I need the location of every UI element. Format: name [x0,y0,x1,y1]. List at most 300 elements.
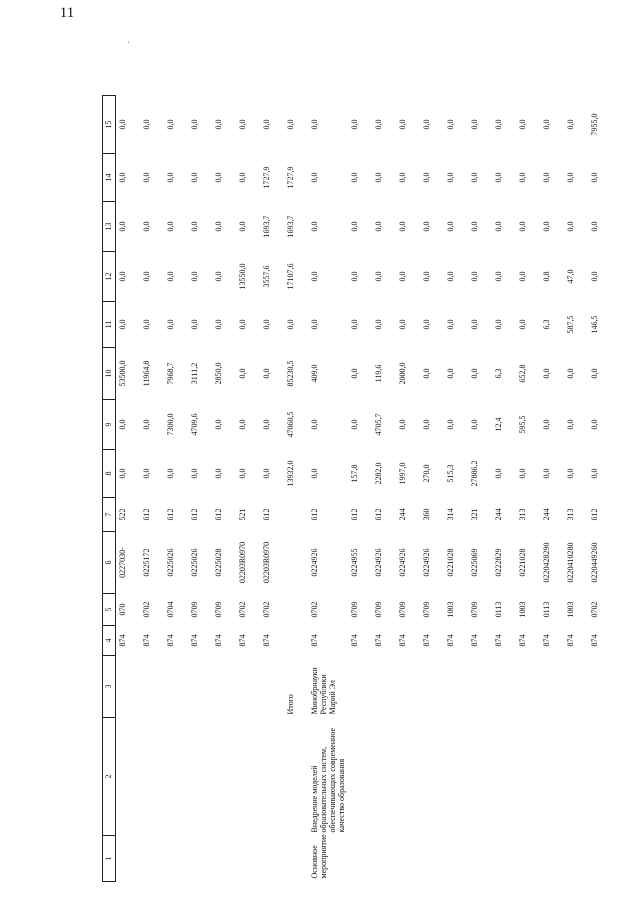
table-cell-col-8: 515,3 [446,464,455,483]
table-cell-col-9: 0,0 [470,419,479,430]
table-cell-col-6: 0224926 [310,548,319,577]
table-cell-col-2 [372,718,396,836]
table-cell-col-4: 874 [118,634,127,647]
table-cell-col-12: 0,0 [214,271,223,282]
table-cell-col-1 [212,836,236,882]
table-row [308,96,348,882]
table-cell-col-6: 0224926 [422,548,431,577]
table-cell-col-7: 244 [398,508,407,521]
table-cell-col-8: 0,0 [590,468,599,479]
header-cell-11: 11 [103,302,116,348]
header-cell-10: 10 [103,348,116,400]
table-cell-col-12: 0,0 [374,271,383,282]
table-cell-col-5: 1003 [446,601,455,618]
table-cell-col-1 [164,836,188,882]
table-cell-col-7 [284,498,308,532]
table-cell-col-12: 0,0 [470,271,479,282]
table-cell-col-12: 3557,6 [262,265,271,288]
table-cell-col-10: 0,0 [422,368,431,379]
table-cell-col-13: 0,0 [398,221,407,232]
table-cell-col-1 [468,836,492,882]
table-cell-col-2 [564,718,588,836]
header-cell-4: 4 [103,626,116,656]
header-cell-1: 1 [103,836,116,882]
table-cell-col-7: 313 [566,508,575,521]
table-cell-col-1 [236,836,260,882]
table-cell-col-14: 0,0 [470,172,479,183]
table-cell-col-2: Внедрение моделей образовательных систем, обеспечивающих современное качество образования [310,727,346,833]
table-cell-col-3: Итого [286,694,295,715]
table-cell-col-11: 0,0 [422,319,431,330]
table-cell-col-1 [284,836,308,882]
table-cell-col-12: 0,0 [310,271,319,282]
table-cell-col-14: 0,0 [398,172,407,183]
table-cell-col-2 [396,718,420,836]
table-row [212,96,236,882]
table-cell-col-4: 874 [494,634,503,647]
table-cell-col-10: 0,0 [470,368,479,379]
table-cell-col-15: 0,0 [142,119,151,130]
table-cell-col-9: 4705,7 [374,413,383,436]
table-cell-col-12: 0,0 [590,271,599,282]
table-cell-col-8: 0,0 [142,468,151,479]
table-cell-col-10: 53500,0 [118,360,127,387]
table-cell-col-7: 612 [190,508,199,521]
table-cell-col-3 [396,656,420,718]
table-cell-col-5: 0702 [142,601,151,618]
table-cell-col-5: 070 [118,603,127,616]
table-cell-col-4: 874 [542,634,551,647]
table-cell-col-5: 0113 [542,601,551,618]
table-cell-col-12: 0,0 [166,271,175,282]
table-cell-col-5 [284,594,308,626]
table-cell-col-8: 27886,2 [470,460,479,487]
table-cell-col-10: 3111,2 [190,362,199,385]
table-cell-col-14: 0,0 [518,172,527,183]
table-cell-col-10: 0,0 [590,368,599,379]
table-cell-col-10: 85230,5 [286,360,295,387]
table-cell-col-13: 0,0 [374,221,383,232]
table-cell-col-14: 1727,9 [286,166,295,189]
table-cell-col-4 [284,626,308,656]
table-cell-col-4: 874 [446,634,455,647]
table-cell-col-7: 612 [214,508,223,521]
header-cell-6: 6 [103,532,116,594]
table-cell-col-4: 874 [214,634,223,647]
table-cell-col-4: 874 [238,634,247,647]
table-cell-col-1 [492,836,516,882]
table-cell-col-5: 1003 [518,601,527,618]
header-cell-3: 3 [103,656,116,718]
header-cell-15: 15 [103,96,116,154]
table-cell-col-14: 0,0 [542,172,551,183]
table-cell-col-11: 0,0 [470,319,479,330]
table-cell-col-8: 0,0 [118,468,127,479]
table-cell-col-13: 0,0 [518,221,527,232]
table-cell-col-14: 0,0 [310,172,319,183]
table-cell-col-3 [540,656,564,718]
table-cell-col-13: 0,0 [470,221,479,232]
table-cell-col-15: 0,0 [446,119,455,130]
table-cell-col-4: 874 [398,634,407,647]
table-row [444,96,468,882]
table-cell-col-1: Основное мероприятие [310,834,328,879]
table-cell-col-7: 314 [446,508,455,521]
table-cell-col-15: 0,0 [286,119,295,130]
table-cell-col-3 [116,656,141,718]
table-cell-col-7: 612 [142,508,151,521]
table-cell-col-4: 874 [470,634,479,647]
table-cell-col-2 [348,718,372,836]
table-cell-col-5: 0709 [214,601,223,618]
page-number: 11 [59,5,75,21]
table-cell-col-6 [284,532,308,594]
table-row [236,96,260,882]
table-row [372,96,396,882]
table-cell-col-4: 874 [190,634,199,647]
table-cell-col-6: 0225069 [470,548,479,577]
table-cell-col-8: 2282,0 [374,462,383,485]
table-cell-col-14: 0,0 [374,172,383,183]
header-cell-14: 14 [103,154,116,202]
table-cell-col-3 [444,656,468,718]
table-cell-col-8: 157,8 [350,464,359,483]
table-cell-col-12: 0,0 [142,271,151,282]
table-cell-col-12: 47,0 [566,269,575,284]
table-cell-col-15: 0,0 [470,119,479,130]
table-cell-col-10: 0,0 [350,368,359,379]
table-cell-col-3 [188,656,212,718]
table-cell-col-10: 119,6 [374,364,383,383]
table-cell-col-6: 0220449260 [590,542,599,583]
table-cell-col-6: 02203R0970 [262,541,271,584]
table-cell-col-9: 0,0 [446,419,455,430]
table-body [116,96,613,882]
table-cell-col-14: 0,0 [566,172,575,183]
table-cell-col-13: 0,0 [190,221,199,232]
table-cell-col-5: 0702 [238,601,247,618]
table-row [588,96,612,882]
table-cell-col-7: 612 [590,508,599,521]
table-cell-col-4: 874 [590,634,599,647]
table-row [420,96,444,882]
table-cell-col-2 [516,718,540,836]
table-cell-col-11: 0,0 [446,319,455,330]
table-cell-col-3 [348,656,372,718]
table-cell-col-9: 0,0 [422,419,431,430]
table-cell-col-10: 0,0 [542,368,551,379]
table-cell-col-1 [540,836,564,882]
table-cell-col-12: 17107,6 [286,263,295,290]
table-cell-col-11: 0,0 [350,319,359,330]
table-cell-col-11: 0,0 [142,319,151,330]
table-cell-col-13: 0,0 [494,221,503,232]
table-cell-col-9: 7300,0 [166,413,175,436]
table-cell-col-6: 0224926 [398,548,407,577]
table-cell-col-6: 0227030- [118,547,127,578]
table-cell-col-4: 874 [310,634,319,647]
table-cell-col-7: 244 [542,508,551,521]
table-cell-col-7: 321 [470,508,479,521]
table-cell-col-3 [588,656,612,718]
table-cell-col-2 [588,718,612,836]
table-cell-col-13: 0,0 [118,221,127,232]
table-cell-col-7: 612 [166,508,175,521]
table-cell-col-5: 0709 [422,601,431,618]
table-cell-col-8: 270,0 [422,464,431,483]
table-row [188,96,212,882]
table-cell-col-15: 0,0 [166,119,175,130]
table-cell-col-6: 0221028 [518,548,527,577]
table-cell-col-9: 0,0 [398,419,407,430]
budget-table [102,95,612,882]
table-cell-col-9: 0,0 [310,419,319,430]
table-cell-col-1 [444,836,468,882]
table-cell-col-10: 0,0 [238,368,247,379]
table-cell-col-11: 0,0 [398,319,407,330]
table-cell-col-9: 595,5 [518,415,527,434]
table-cell-col-15: 0,0 [238,119,247,130]
table-cell-col-1 [260,836,284,882]
table-cell-col-12: 0,8 [542,271,551,282]
table-cell-col-1 [564,836,588,882]
table-cell-col-12: 0,0 [494,271,503,282]
table-rotated-wrapper [102,96,599,882]
header-cell-7: 7 [103,498,116,532]
table-cell-col-3 [260,656,284,718]
table-cell-col-7: 612 [262,508,271,521]
table-cell-col-8: 0,0 [262,468,271,479]
table-cell-col-6: 0220428290 [542,542,551,583]
table-cell-col-2 [468,718,492,836]
table-cell-col-6: 0220410280 [566,542,575,583]
table-cell-col-11: 0,0 [166,319,175,330]
table-cell-col-11: 0,0 [262,319,271,330]
table-cell-col-3 [420,656,444,718]
table-cell-col-6: 0225026 [190,548,199,577]
table-cell-col-10: 6,3 [494,368,503,379]
table-cell-col-8: 0,0 [190,468,199,479]
table-cell-col-12: 0,0 [422,271,431,282]
table-cell-col-3 [492,656,516,718]
table-cell-col-13: 0,0 [238,221,247,232]
table-cell-col-2 [492,718,516,836]
table-cell-col-13: 0,0 [350,221,359,232]
table-cell-col-2 [284,718,308,836]
table-cell-col-2 [260,718,284,836]
header-cell-2: 2 [103,718,116,836]
table-cell-col-2 [540,718,564,836]
table-cell-col-11: 0,0 [214,319,223,330]
table-cell-col-4: 874 [422,634,431,647]
table-cell-col-13: 0,0 [590,221,599,232]
table-cell-col-9: 0,0 [350,419,359,430]
table-cell-col-10: 0,0 [566,368,575,379]
table-cell-col-14: 0,0 [422,172,431,183]
table-cell-col-14: 0,0 [590,172,599,183]
table-cell-col-4: 874 [166,634,175,647]
table-cell-col-8: 0,0 [214,468,223,479]
table-cell-col-8: 1997,0 [398,462,407,485]
table-row [164,96,188,882]
table-cell-col-3 [212,656,236,718]
table-cell-col-8: 0,0 [166,468,175,479]
table-row [284,96,308,882]
table-cell-col-15: 7955,0 [590,113,599,136]
table-cell-col-7: 612 [374,508,383,521]
table-row [260,96,284,882]
table-cell-col-15: 0,0 [518,119,527,130]
table-cell-col-12: 13550,0 [238,263,247,290]
table-cell-col-14: 0,0 [142,172,151,183]
table-cell-col-5: 0704 [166,601,175,618]
table-cell-col-10: 0,0 [262,368,271,379]
table-row [468,96,492,882]
table-cell-col-6: 0224955 [350,548,359,577]
table-cell-col-7: 313 [518,508,527,521]
table-cell-col-11: 587,5 [566,315,575,334]
table-cell-col-5: 0702 [262,601,271,618]
table-row [564,96,588,882]
table-cell-col-3 [140,656,164,718]
table-cell-col-10: 11964,8 [142,360,151,387]
table-cell-col-13: 1693,7 [262,215,271,238]
header-cell-5: 5 [103,594,116,626]
table-cell-col-9: 0,0 [118,419,127,430]
table-cell-col-12: 0,0 [398,271,407,282]
table-cell-col-4: 874 [142,634,151,647]
table-cell-col-6: 0224926 [374,548,383,577]
table-cell-col-11: 0,0 [118,319,127,330]
table-cell-col-11: 0,0 [238,319,247,330]
table-cell-col-1 [140,836,164,882]
table-cell-col-11: 0,0 [286,319,295,330]
table-cell-col-6: 0221028 [446,548,455,577]
table-cell-col-7: 612 [350,508,359,521]
table-cell-col-9: 0,0 [566,419,575,430]
table-cell-col-10: 7968,7 [166,362,175,385]
table-cell-col-5: 0709 [374,601,383,618]
table-cell-col-11: 0,0 [374,319,383,330]
table-cell-col-3 [236,656,260,718]
table-cell-col-3 [164,656,188,718]
table-cell-col-3: Минобрнауки Республики Марий Эл [310,667,337,715]
table-cell-col-11: 0,0 [310,319,319,330]
table-cell-col-9: 0,0 [590,419,599,430]
table-cell-col-15: 0,0 [494,119,503,130]
table-cell-col-6: 02203R0970 [238,541,247,584]
table-cell-col-8: 0,0 [238,468,247,479]
table-cell-col-15: 0,0 [542,119,551,130]
table-cell-col-14: 0,0 [238,172,247,183]
table-cell-col-1 [420,836,444,882]
table-cell-col-13: 0,0 [142,221,151,232]
table-cell-col-4: 874 [262,634,271,647]
table-cell-col-1 [396,836,420,882]
table-row [116,96,141,882]
table-cell-col-5: 0113 [494,601,503,618]
table-row [396,96,420,882]
table-cell-col-2 [420,718,444,836]
table-cell-col-15: 0,0 [190,119,199,130]
table-cell-col-15: 0,0 [214,119,223,130]
table-cell-col-6: 0222829 [494,548,503,577]
table-cell-col-13: 0,0 [214,221,223,232]
table-cell-col-13: 0,0 [566,221,575,232]
table-row [140,96,164,882]
table-cell-col-13: 0,0 [542,221,551,232]
table-cell-col-9: 0,0 [214,419,223,430]
table-cell-col-7: 244 [494,508,503,521]
table-cell-col-15: 0,0 [566,119,575,130]
table-cell-col-12: 0,0 [350,271,359,282]
table-cell-col-15: 0,0 [118,119,127,130]
table-cell-col-2 [444,718,468,836]
table-cell-col-13: 0,0 [446,221,455,232]
table-cell-col-7: 612 [310,508,319,521]
table-cell-col-8: 0,0 [518,468,527,479]
table-cell-col-2 [116,718,141,836]
table-cell-col-1 [588,836,612,882]
table-cell-col-2 [236,718,260,836]
table-cell-col-9: 47060,5 [286,411,295,438]
table-cell-col-5: 0702 [590,601,599,618]
table-cell-col-11: 0,0 [190,319,199,330]
table-cell-col-15: 0,0 [398,119,407,130]
table-cell-col-6: 0225026 [166,548,175,577]
table-cell-col-9: 0,0 [542,419,551,430]
table-cell-col-9: 0,0 [238,419,247,430]
table-cell-col-8: 0,0 [494,468,503,479]
table-cell-col-11: 6,3 [542,319,551,330]
scan-mark: ' [128,40,130,49]
table-cell-col-14: 0,0 [190,172,199,183]
table-cell-col-11: 146,5 [590,315,599,334]
table-cell-col-14: 0,0 [350,172,359,183]
table-cell-col-7: 360 [422,508,431,521]
table-cell-col-1 [372,836,396,882]
header-cell-12: 12 [103,252,116,302]
header-cell-13: 13 [103,202,116,252]
table-cell-col-5: 0702 [310,601,319,618]
table-row [348,96,372,882]
header-cell-8: 8 [103,450,116,498]
table-cell-col-15: 0,0 [422,119,431,130]
table-cell-col-11: 0,0 [518,319,527,330]
table-cell-col-9: 4709,6 [190,413,199,436]
table-cell-col-10: 652,8 [518,364,527,383]
table-cell-col-12: 0,0 [446,271,455,282]
table-cell-col-15: 0,0 [374,119,383,130]
table-cell-col-10: 0,0 [446,368,455,379]
table-cell-col-14: 0,0 [446,172,455,183]
table-cell-col-4: 874 [566,634,575,647]
header-row [103,96,116,882]
table-cell-col-13: 1693,7 [286,215,295,238]
table-cell-col-15: 0,0 [262,119,271,130]
table-cell-col-9: 12,4 [494,417,503,432]
table-cell-col-13: 0,0 [422,221,431,232]
table-cell-col-8: 13932,0 [286,460,295,487]
table-cell-col-2 [212,718,236,836]
table-cell-col-1 [188,836,212,882]
table-row [492,96,516,882]
table-header [103,96,116,882]
table-cell-col-9: 0,0 [142,419,151,430]
table-cell-col-12: 0,0 [518,271,527,282]
table-cell-col-3 [564,656,588,718]
table-cell-col-14: 0,0 [166,172,175,183]
